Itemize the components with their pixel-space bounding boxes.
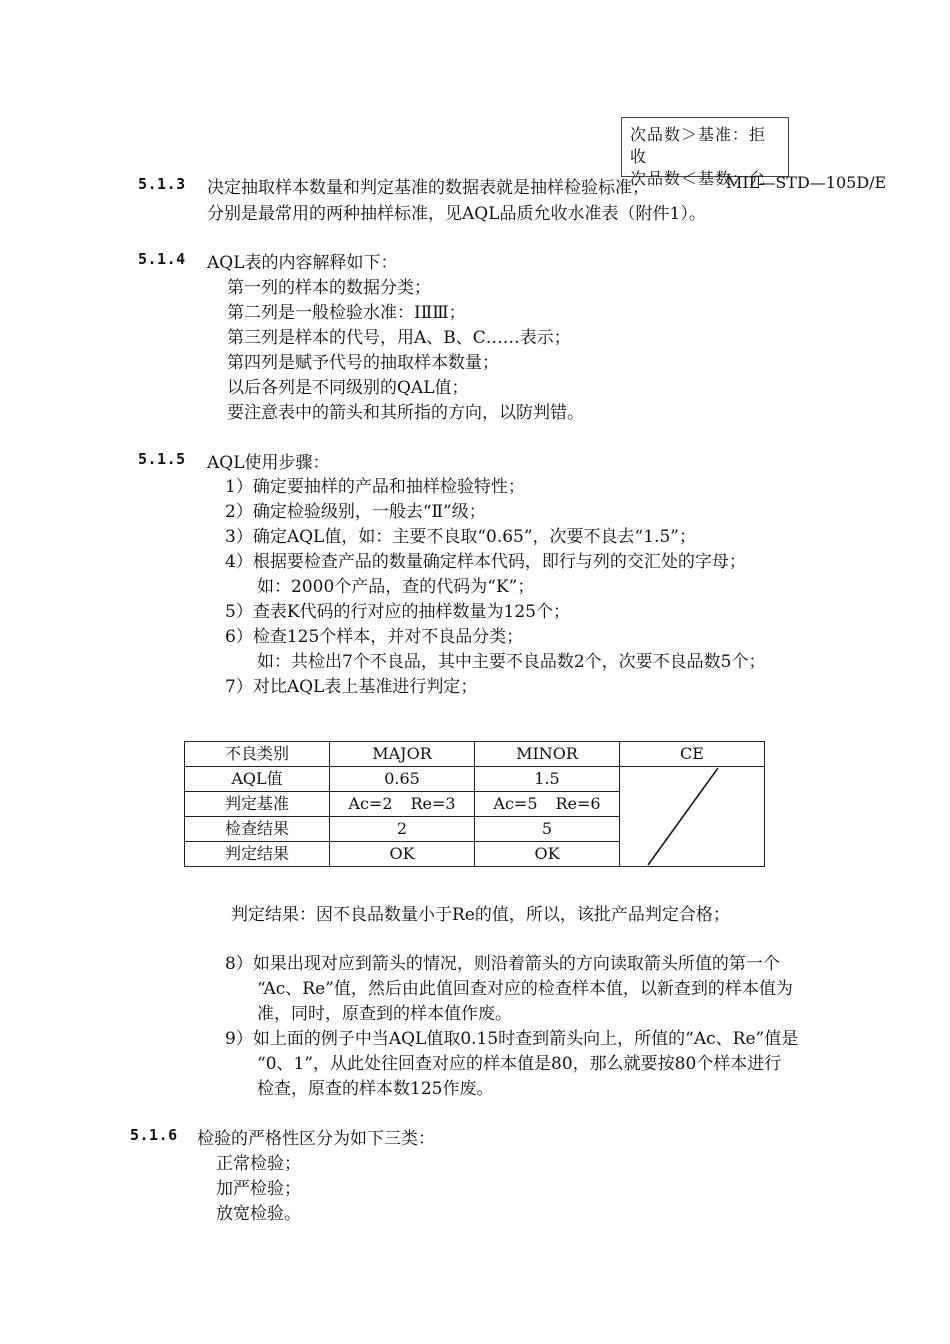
- s515-step: 3）确定AQL值，如：主要不良取“0.65”，次要不良去“1.5”；: [225, 527, 696, 547]
- s514-item: 第二列是一般检验水准：ⅠⅡⅢ；: [227, 303, 466, 323]
- table-row-label: AQL值: [185, 767, 330, 792]
- table-header-cell: MAJOR: [330, 742, 475, 767]
- table-header-cell: CE: [620, 742, 765, 767]
- s516-item: 加严检验；: [216, 1179, 301, 1199]
- s514-item: 以后各列是不同级别的QAL值；: [227, 378, 469, 398]
- step-9-line-1: 9）如上面的例子中当AQL值取0.15时查到箭头向上，所值的“Ac、Re”值是: [225, 1029, 799, 1049]
- table-cell-minor: OK: [475, 842, 620, 867]
- verdict-text: 判定结果：因不良品数量小于Re的值，所以，该批产品判定合格；: [231, 905, 730, 925]
- s513-line-2: 分别是最常用的两种抽样标准，见AQL品质允收水准表（附件1）。: [207, 204, 706, 224]
- table-row: [185, 767, 765, 792]
- s515-step: 1）确定要抽样的产品和抽样检验特性；: [225, 477, 525, 497]
- s515-step-example: 如：共检出7个不良品，其中主要不良品数2个，次要不良品数5个；: [257, 652, 766, 672]
- s513-line-1: 决定抽取样本数量和判定基准的数据表就是抽样检验标准；: [207, 178, 649, 198]
- major-re: Re=3: [410, 794, 456, 813]
- table-cell-ce-empty: [620, 767, 765, 867]
- s514-item: 第一列的样本的数据分类；: [227, 278, 431, 298]
- s514-item: 第三列是样本的代号，用A、B、C……表示；: [227, 328, 571, 348]
- table-cell-minor: 1.5: [475, 767, 620, 792]
- table-row-label: 检查结果: [185, 817, 330, 842]
- table-cell-minor: 5: [475, 817, 620, 842]
- major-ac: Ac=2: [348, 794, 393, 813]
- section-number-515: 5.1.5: [138, 450, 186, 468]
- table-cell-minor: [475, 792, 620, 817]
- table-header-cell: MINOR: [475, 742, 620, 767]
- table-row-label: 判定基准: [185, 792, 330, 817]
- step-9-line-3: 检查，原查的样本数125作废。: [257, 1079, 494, 1099]
- ce-slash-line: [620, 767, 764, 867]
- s515-step: 7）对比AQL表上基准进行判定；: [225, 677, 478, 697]
- s514-item: 要注意表中的箭头和其所指的方向，以防判错。: [227, 403, 584, 423]
- table-cell-major: 2: [330, 817, 475, 842]
- s516-title: 检验的严格性区分为如下三类：: [197, 1129, 435, 1149]
- table-header-cell: 不良类别: [185, 742, 330, 767]
- table-cell-major: 0.65: [330, 767, 475, 792]
- table-row-label: 判定结果: [185, 842, 330, 867]
- section-number-513: 5.1.3: [138, 175, 186, 193]
- table-cell-major: [330, 792, 475, 817]
- section-number-514: 5.1.4: [138, 250, 186, 268]
- s515-step: 6）检查125个样本，并对不良品分类；: [225, 627, 524, 647]
- s516-item: 正常检验；: [216, 1154, 301, 1174]
- minor-ac: Ac=5: [493, 794, 538, 813]
- step-8-line-3: 准，同时，原查到的样本值作废。: [257, 1004, 512, 1024]
- s513-line-1-tail: MIL—STD—105D/E: [726, 173, 887, 192]
- note-box: [621, 117, 789, 188]
- s514-item: 第四列是赋予代号的抽取样本数量；: [227, 353, 499, 373]
- table-header-row: [185, 742, 765, 767]
- note-line-3: 次品数＜基数：允: [630, 169, 767, 188]
- step-8-line-1: 8）如果出现对应到箭头的情况，则沿着箭头的方向读取箭头所值的第一个: [225, 954, 780, 974]
- section-number-516: 5.1.6: [130, 1126, 178, 1144]
- s515-step: 4）根据要检查产品的数量确定样本代码，即行与列的交汇处的字母；: [225, 552, 746, 572]
- note-line-2: 收: [630, 147, 648, 166]
- judgement-table: [184, 741, 765, 867]
- s515-title: AQL使用步骤：: [207, 453, 330, 473]
- minor-re: Re=6: [555, 794, 601, 813]
- note-line-1: 次品数＞基准：拒: [630, 125, 767, 144]
- step-9-line-2: “0、1”，从此处往回查对应的样本值是80，那么就要按80个样本进行: [257, 1054, 782, 1074]
- table-cell-major: OK: [330, 842, 475, 867]
- s516-item: 放宽检验。: [216, 1204, 301, 1224]
- s515-step: 5）查表K代码的行对应的抽样数量为125个；: [225, 602, 570, 622]
- step-8-line-2: “Ac、Re”值，然后由此值回查对应的检查样本值，以新查到的样本值为: [257, 979, 793, 999]
- s514-title: AQL表的内容解释如下：: [207, 253, 398, 273]
- s515-step-example: 如：2000个产品，查的代码为“K”；: [257, 577, 535, 597]
- s515-step: 2）确定检验级别，一般去“Ⅱ”级；: [225, 502, 486, 522]
